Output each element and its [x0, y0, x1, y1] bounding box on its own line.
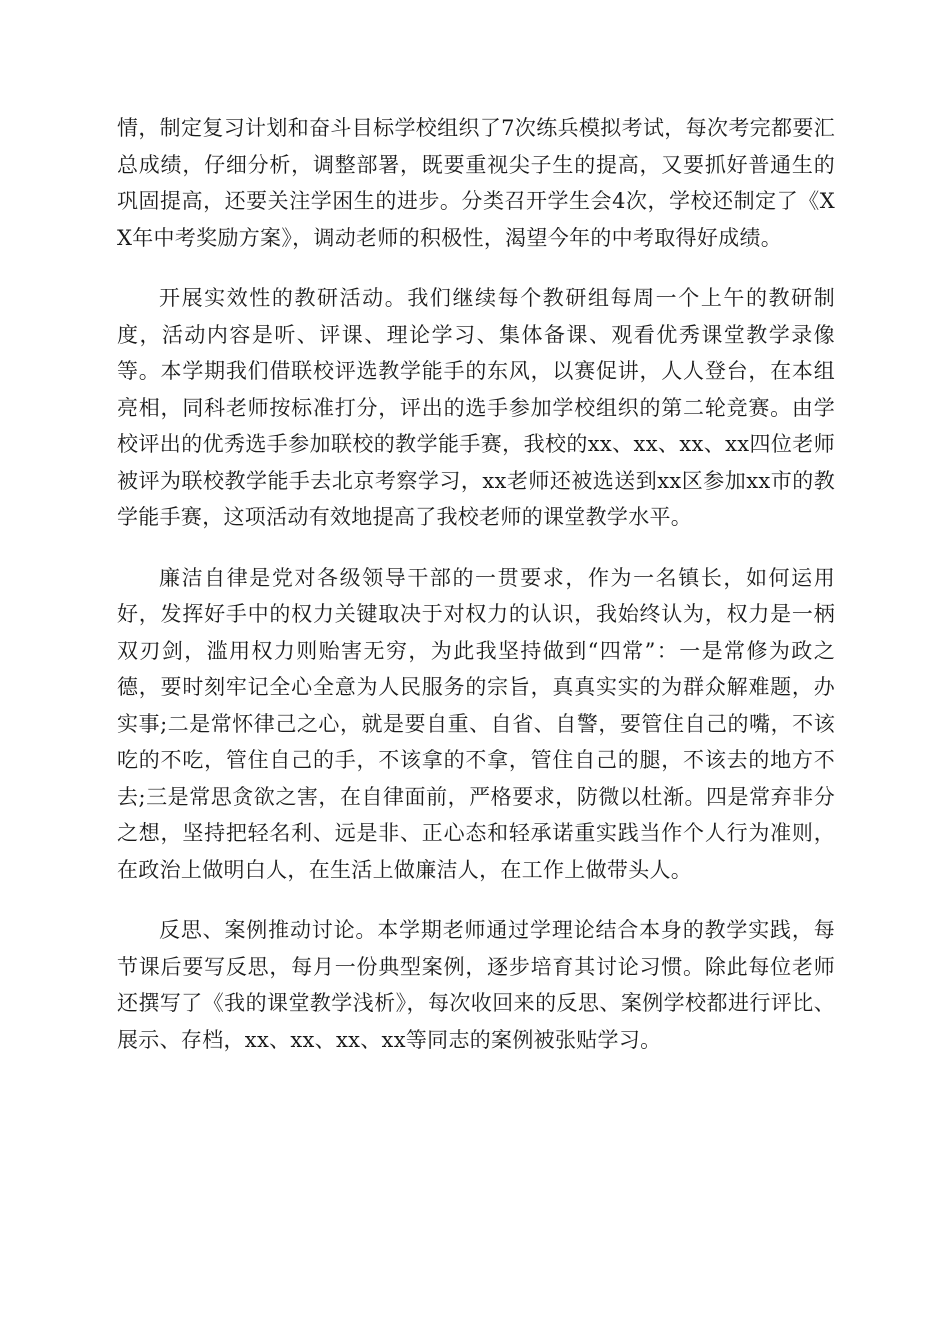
paragraph-reflection-cases: 反思、案例推动讨论。本学期老师通过学理论结合本身的教学实践，每节课后要写反思，每月一份典型案例，逐步培育其讨论习惯。除此每位老师还撰写了《我的课堂教学浅析》，每次收回来的反思、案例学校都进行评比、展示、存档，xx、xx、xx、xx等同志的案例被张贴学习。 [117, 918, 835, 1052]
paragraph-teaching-research: 开展实效性的教研活动。我们继续每个教研组每周一个上午的教研制度，活动内容是听、评课、理论学习、集体备课、观看优秀课堂教学录像等。本学期我们借联校评选教学能手的东风，以赛促讲，人人登台，在本组亮相，同科老师按标准打分，评出的选手参加学校组织的第二轮竞赛。由学校评出的优秀选手参加联校的教学能手赛，我校的xx、xx、xx、xx四位老师被评为联校教学能手去北京考察学习，xx老师还被选送到xx区参加xx市的教学能手赛，这项活动有效地提高了我校老师的课堂教学水平。 [117, 286, 835, 529]
paragraph-integrity-self-discipline: 廉洁自律是党对各级领导干部的一贯要求，作为一名镇长，如何运用好，发挥好手中的权力关键取决于对权力的认识，我始终认为，权力是一柄双刃剑，滥用权力则贻害无穷，为此我坚持做到“四常”：一是常修为政之德，要时刻牢记全心全意为人民服务的宗旨，真真实实的为群众解难题，办实事;二是常怀律己之心，就是要自重、自省、自警，要管住自己的嘴，不该吃的不吃，管住自己的手，不该拿的不拿，管住自己的腿，不该去的地方不去;三是常思贪欲之害，在自律面前，严格要求，防微以杜渐。四是常弃非分之想，坚持把轻名利、远是非、正心态和轻承诺重实践当作个人行为准则，在政治上做明白人，在生活上做廉洁人，在工作上做带头人。 [117, 565, 835, 882]
document-body [117, 110, 835, 1082]
paragraph-exam-preparation: 情，制定复习计划和奋斗目标学校组织了7次练兵模拟考试，每次考完都要汇总成绩，仔细分析，调整部署，既要重视尖子生的提高，又要抓好普通生的巩固提高，还要关注学困生的进步。分类召开学生会4次，学校还制定了《XX年中考奖励方案》，调动老师的积极性，渴望今年的中考取得好成绩。 [117, 116, 835, 250]
